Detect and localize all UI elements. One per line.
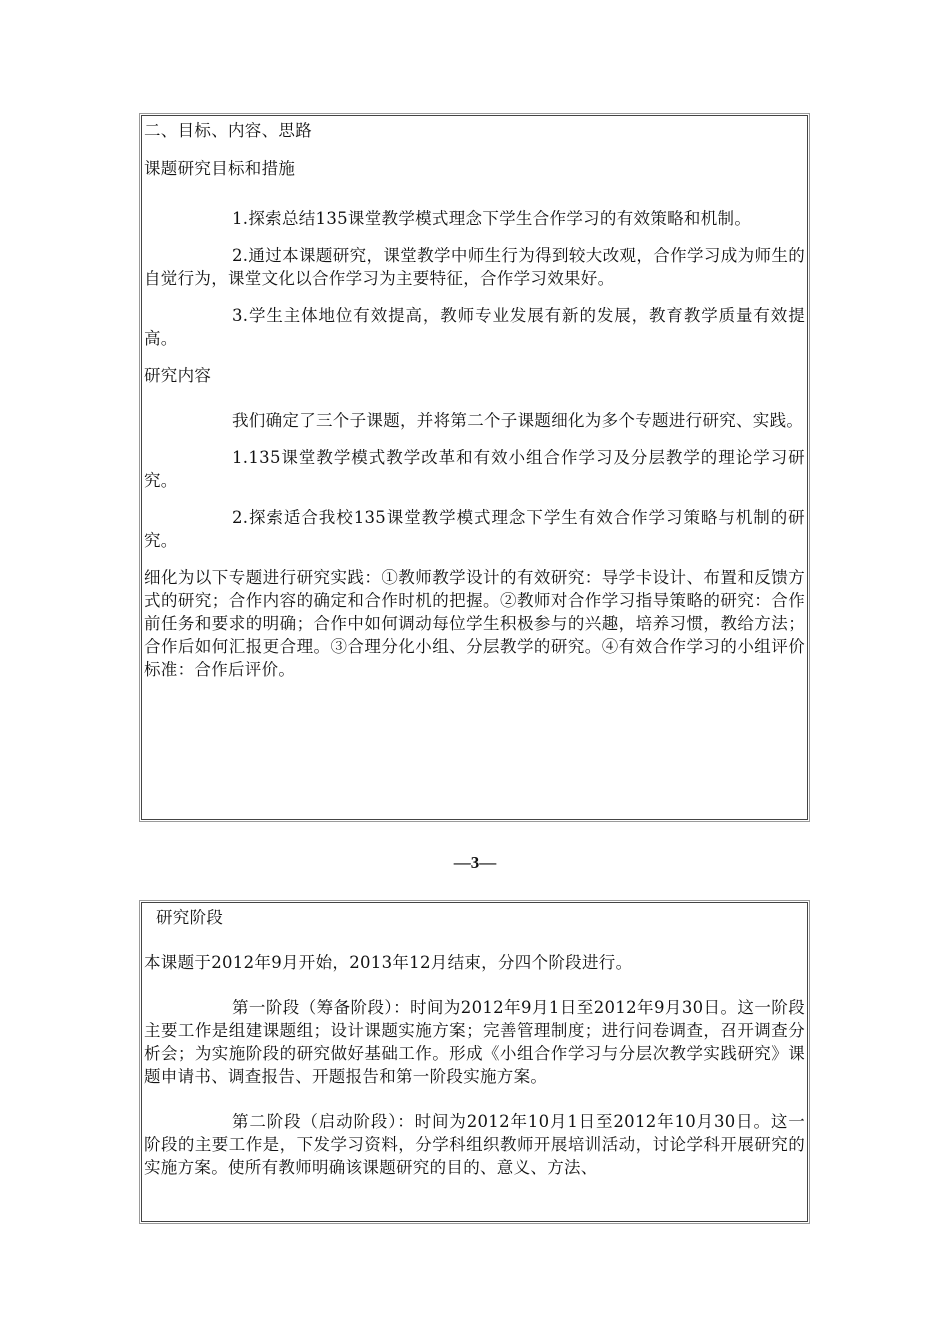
content-box-stages xyxy=(141,902,808,1222)
box-content xyxy=(142,906,807,1179)
goal-item-1: 1.探索总结135课堂教学模式理念下学生合作学习的有效策略和机制。 xyxy=(232,209,752,228)
content-item-2: 2.探索适合我校135课堂教学模式理念下学生有效合作学习策略与机制的研究。 xyxy=(144,508,805,550)
goal-item-2: 2.通过本课题研究，课堂教学中师生行为得到较大改观，合作学习成为师生的自觉行为，课堂文化以合作学习为主要特征，合作学习效果好。 xyxy=(144,246,805,288)
goals-title: 课题研究目标和措施 xyxy=(144,159,296,178)
content-detail: 细化为以下专题进行研究实践：①教师教学设计的有效研究：导学卡设计、布置和反馈方式的研究；合作内容的确定和合作时机的把握。②教师对合作学习指导策略的研究：合作前任务和要求的明确；合作中如何调动每位学生积极参与的兴趣，培养习惯，教给方法；合作后如何汇报更合理。③合理分化小组、分层教学的研究。④有效合作学习的小组评价标准：合作后评价。 xyxy=(144,568,805,679)
stages-intro: 本课题于2012年9月开始，2013年12月结束，分四个阶段进行。 xyxy=(144,953,633,972)
content-box-goals xyxy=(141,115,808,820)
goal-item-3: 3.学生主体地位有效提高，教师专业发展有新的发展，教育教学质量有效提高。 xyxy=(144,306,805,348)
stages-title: 研究阶段 xyxy=(156,908,224,927)
content-title: 研究内容 xyxy=(144,366,212,385)
box-content xyxy=(142,119,807,681)
page-number: —3— xyxy=(453,853,497,872)
content-item-1: 1.135课堂教学模式教学改革和有效小组合作学习及分层教学的理论学习研究。 xyxy=(144,448,805,490)
section-heading: 二、目标、内容、思路 xyxy=(144,121,312,140)
stage-1: 第一阶段（筹备阶段）：时间为2012年9月1日至2012年9月30日。这一阶段主要工作是组建课题组；设计课题实施方案；完善管理制度；进行问卷调查，召开调查分析会；为实施阶段的研究做好基础工作。形成《小组合作学习与分层次教学实践研究》课题申请书、调查报告、开题报告和第一阶段实施方案。 xyxy=(144,998,805,1086)
content-intro: 我们确定了三个子课题，并将第二个子课题细化为多个专题进行研究、实践。 xyxy=(232,411,804,430)
stage-2: 第二阶段（启动阶段）：时间为2012年10月1日至2012年10月30日。这一阶段的主要工作是，下发学习资料，分学科组织教师开展培训活动，讨论学科开展研究的实施方案。使所有教师明确该课题研究的目的、意义、方法、 xyxy=(144,1112,805,1177)
